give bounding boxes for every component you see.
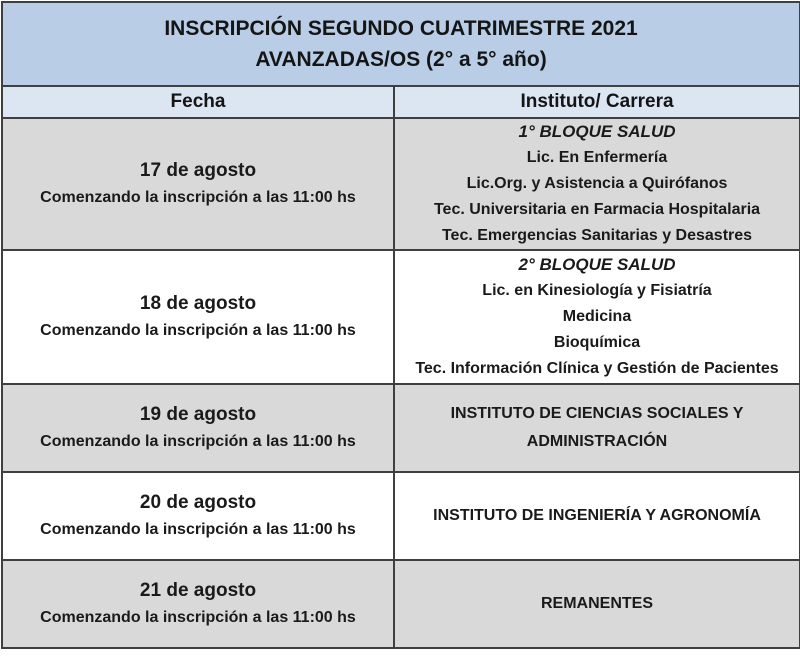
institute-name: REMANENTES (541, 595, 654, 612)
date-cell (2, 250, 394, 384)
table-row (2, 118, 800, 250)
header-row (2, 86, 800, 118)
institute-name: ADMINISTRACIÓN (526, 433, 668, 450)
career-item: Lic.Org. y Asistencia a Quirófanos (466, 175, 728, 192)
institute-name: INSTITUTO DE INGENIERÍA Y AGRONOMÍA (433, 507, 761, 524)
career-item: Tec. Universitaria en Farmacia Hospitalaria (433, 201, 761, 218)
career-item: Lic. en Kinesiología y Fisiatría (482, 282, 712, 299)
table-row (2, 250, 800, 384)
title-line-2: AVANZADAS/OS (2° a 5° año) (255, 48, 547, 71)
header-date: Fecha (2, 86, 394, 118)
institute-cell (394, 118, 800, 250)
career-item: Medicina (562, 308, 632, 325)
table-row (2, 472, 800, 560)
career-item: Tec. Emergencias Sanitarias y Desastres (441, 227, 753, 244)
table-row (2, 560, 800, 648)
title-row (2, 2, 800, 86)
institute-cell (394, 560, 800, 648)
block-title: 1° BLOQUE SALUD (518, 122, 676, 141)
table-row (2, 384, 800, 472)
start-time-note: Comenzando la inscripción a las 11:00 hs (40, 609, 356, 626)
date-label: 19 de agosto (139, 404, 257, 425)
institute-name: INSTITUTO DE CIENCIAS SOCIALES Y (450, 405, 744, 422)
date-label: 18 de agosto (139, 293, 257, 314)
header-institute: Instituto/ Carrera (394, 86, 800, 118)
schedule-table (1, 1, 800, 649)
date-cell (2, 118, 394, 250)
date-cell (2, 384, 394, 472)
block-title: 2° BLOQUE SALUD (518, 255, 676, 274)
career-item: Tec. Información Clínica y Gestión de Pacientes (415, 360, 779, 377)
institute-cell (394, 472, 800, 560)
title-cell (2, 2, 800, 86)
start-time-note: Comenzando la inscripción a las 11:00 hs (40, 322, 356, 339)
institute-cell (394, 384, 800, 472)
career-item: Bioquímica (553, 334, 641, 351)
date-label: 17 de agosto (139, 160, 257, 181)
date-cell (2, 472, 394, 560)
start-time-note: Comenzando la inscripción a las 11:00 hs (40, 433, 356, 450)
date-cell (2, 560, 394, 648)
institute-cell (394, 250, 800, 384)
date-label: 21 de agosto (139, 580, 257, 601)
start-time-note: Comenzando la inscripción a las 11:00 hs (40, 189, 356, 206)
date-label: 20 de agosto (139, 492, 257, 513)
start-time-note: Comenzando la inscripción a las 11:00 hs (40, 521, 356, 538)
career-item: Lic. En Enfermería (526, 149, 668, 166)
title-line-1: INSCRIPCIÓN SEGUNDO CUATRIMESTRE 2021 (164, 17, 638, 40)
